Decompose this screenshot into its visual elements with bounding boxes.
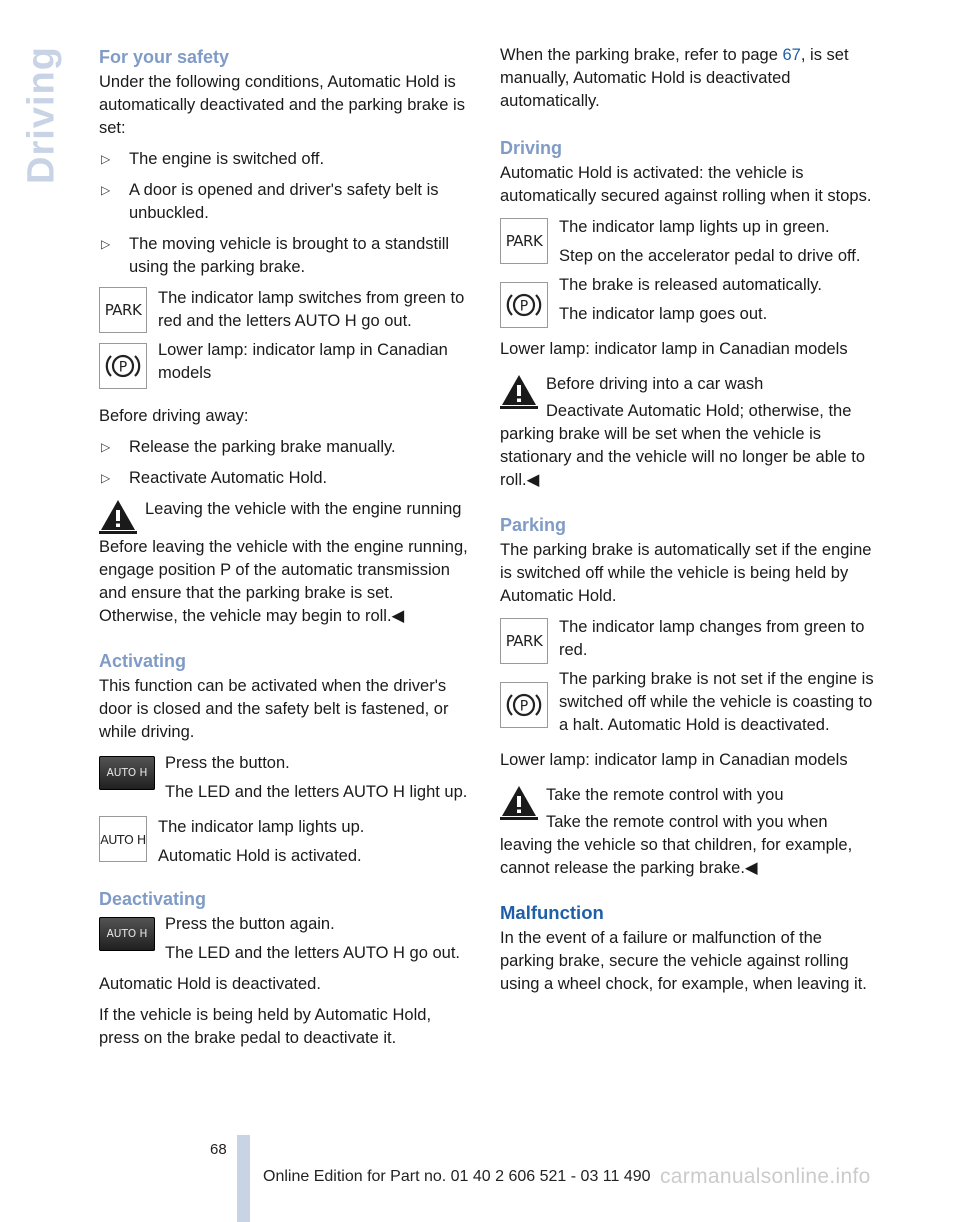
bullet-triangle-icon: ▷ (101, 183, 111, 197)
before-driving-label: Before driving away: (99, 407, 249, 425)
lamp-description: The indicator lamp goes out. (559, 305, 768, 323)
warning-body: Take the remote control with you when leaving the vehicle so that children, for example, cannot release the parking brake.◀ (500, 813, 853, 877)
button-instruction: The LED and the letters AUTO H light up. (165, 783, 468, 801)
bullet-item: ▷ Reactivate Automatic Hold. (99, 467, 475, 490)
activating-intro: This function can be activated when the driver's door is closed and the safety belt is fastened, or while driving. (99, 677, 449, 741)
indicator-lamp-block (99, 816, 475, 874)
heading-activating: Activating (99, 651, 187, 671)
svg-text:P: P (519, 298, 529, 315)
safety-intro: Under the following conditions, Automatic Hold is automatically deactivated and the parking brake is set: (99, 73, 465, 137)
auto-h-button-icon: AUTO H (99, 756, 155, 790)
warning-icon (500, 373, 538, 409)
online-edition-text: Online Edition for Part no. 01 40 2 606 521 - 03 11 490 (263, 1168, 651, 1185)
lamp-description: The brake is released automatically. (559, 276, 822, 294)
bullet-triangle-icon: ▷ (101, 440, 111, 454)
lower-lamp-note: Lower lamp: indicator lamp in Canadian models (500, 340, 848, 358)
button-instruction: Press the button. (165, 754, 290, 772)
indicator-lamp-block (99, 287, 475, 399)
warning-block (500, 784, 876, 886)
side-tab (22, 40, 62, 190)
watermark: carmanualsonline.info (660, 1165, 871, 1188)
page-reference-link[interactable]: 67 (782, 46, 801, 64)
button-instruction: The LED and the letters AUTO H go out. (165, 944, 461, 962)
lamp-description: The indicator lamp switches from green to red and the letters AUTO H go out. (158, 289, 465, 330)
lamp-description: The indicator lamp lights up in green. (559, 218, 830, 236)
warning-icon (99, 498, 137, 534)
right-intro: When the parking brake, refer to page 67, is set manually, Automatic Hold is deactivated automatically. (500, 46, 849, 110)
warning-title: Before driving into a car wash (546, 375, 764, 393)
parking-intro: The parking brake is automatically set if the engine is switched off while the vehicle is being held by Automatic Hold. (500, 541, 872, 605)
heading-driving: Driving (500, 138, 563, 158)
bullet-triangle-icon: ▷ (101, 152, 111, 166)
left-column (99, 44, 475, 1058)
driving-intro: Automatic Hold is activated: the vehicle is automatically secured against rolling when it stops. (500, 164, 872, 205)
warning-block (500, 373, 876, 498)
svg-text:P: P (118, 359, 128, 376)
indicator-lamp-block (500, 216, 876, 332)
heading-deactivating: Deactivating (99, 889, 207, 909)
malfunction-body: In the event of a failure or malfunction of the parking brake, secure the vehicle against rolling using a wheel chock, for example, when leaving it. (500, 929, 867, 993)
heading-parking: Parking (500, 515, 567, 535)
warning-body: Before leaving the vehicle with the engine running, engage position P of the automatic transmission and ensure that the parking brake is set. Otherwise, the vehicle may begin to roll.◀ (99, 538, 468, 625)
footer-bar (237, 1135, 250, 1222)
park-lamp-icon: PARK (500, 618, 548, 664)
bullet-item: ▷ The moving vehicle is brought to a standstill using the parking brake. (101, 235, 450, 276)
bullet-triangle-icon: ▷ (101, 471, 111, 485)
auto-h-button-icon: AUTO H (99, 917, 155, 951)
park-lamp-icon: PARK (99, 287, 147, 333)
lamp-description: Step on the accelerator pedal to drive off. (559, 247, 861, 265)
bullet-item: ▷ Release the parking brake manually. (99, 436, 475, 459)
warning-icon (500, 784, 538, 820)
lamp-description: The indicator lamp lights up. (158, 818, 365, 836)
page-number: 68 (210, 1141, 227, 1158)
bullet-item: ▷ A door is opened and driver's safety belt is unbuckled. (101, 181, 439, 222)
button-instruction: Press the button again. (165, 915, 335, 933)
lamp-description: Lower lamp: indicator lamp in Canadian models (158, 341, 448, 382)
warning-block (99, 498, 475, 628)
svg-text:P: P (519, 698, 529, 715)
deactivating-paragraph: Automatic Hold is deactivated. (99, 975, 321, 993)
park-lamp-icon: PARK (500, 218, 548, 264)
lamp-description: Automatic Hold is activated. (158, 847, 362, 865)
lamp-description: The indicator lamp changes from green to red. (559, 618, 865, 659)
indicator-lamp-block (500, 616, 876, 743)
warning-title: Leaving the vehicle with the engine running (145, 500, 462, 518)
heading-malfunction: Malfunction (500, 902, 604, 923)
parking-brake-lamp-icon (500, 282, 548, 328)
bullet-triangle-icon: ▷ (101, 237, 111, 251)
auto-h-button-block (99, 752, 475, 812)
parking-brake-lamp-icon (99, 343, 147, 389)
auto-h-button-block (99, 913, 475, 973)
lamp-description: The parking brake is not set if the engine is switched off while the vehicle is coasting to a halt. Automatic Hold is deactivated. (559, 670, 874, 734)
bullet-item: ▷ The engine is switched off. (99, 148, 475, 171)
lower-lamp-note: Lower lamp: indicator lamp in Canadian models (500, 751, 848, 769)
auto-h-lamp-icon: AUTO H (99, 816, 147, 862)
right-column (500, 44, 876, 1004)
warning-body: Deactivate Automatic Hold; otherwise, the parking brake will be set when the vehicle is stationary and the vehicle will no longer be able to roll.◀ (500, 402, 866, 489)
deactivating-paragraph: If the vehicle is being held by Automatic Hold, press on the brake pedal to deactivate it. (99, 1006, 432, 1047)
heading-for-your-safety: For your safety (99, 47, 230, 67)
warning-title: Take the remote control with you (546, 786, 784, 804)
parking-brake-lamp-icon (500, 682, 548, 728)
side-tab-label: Driving (20, 46, 63, 184)
